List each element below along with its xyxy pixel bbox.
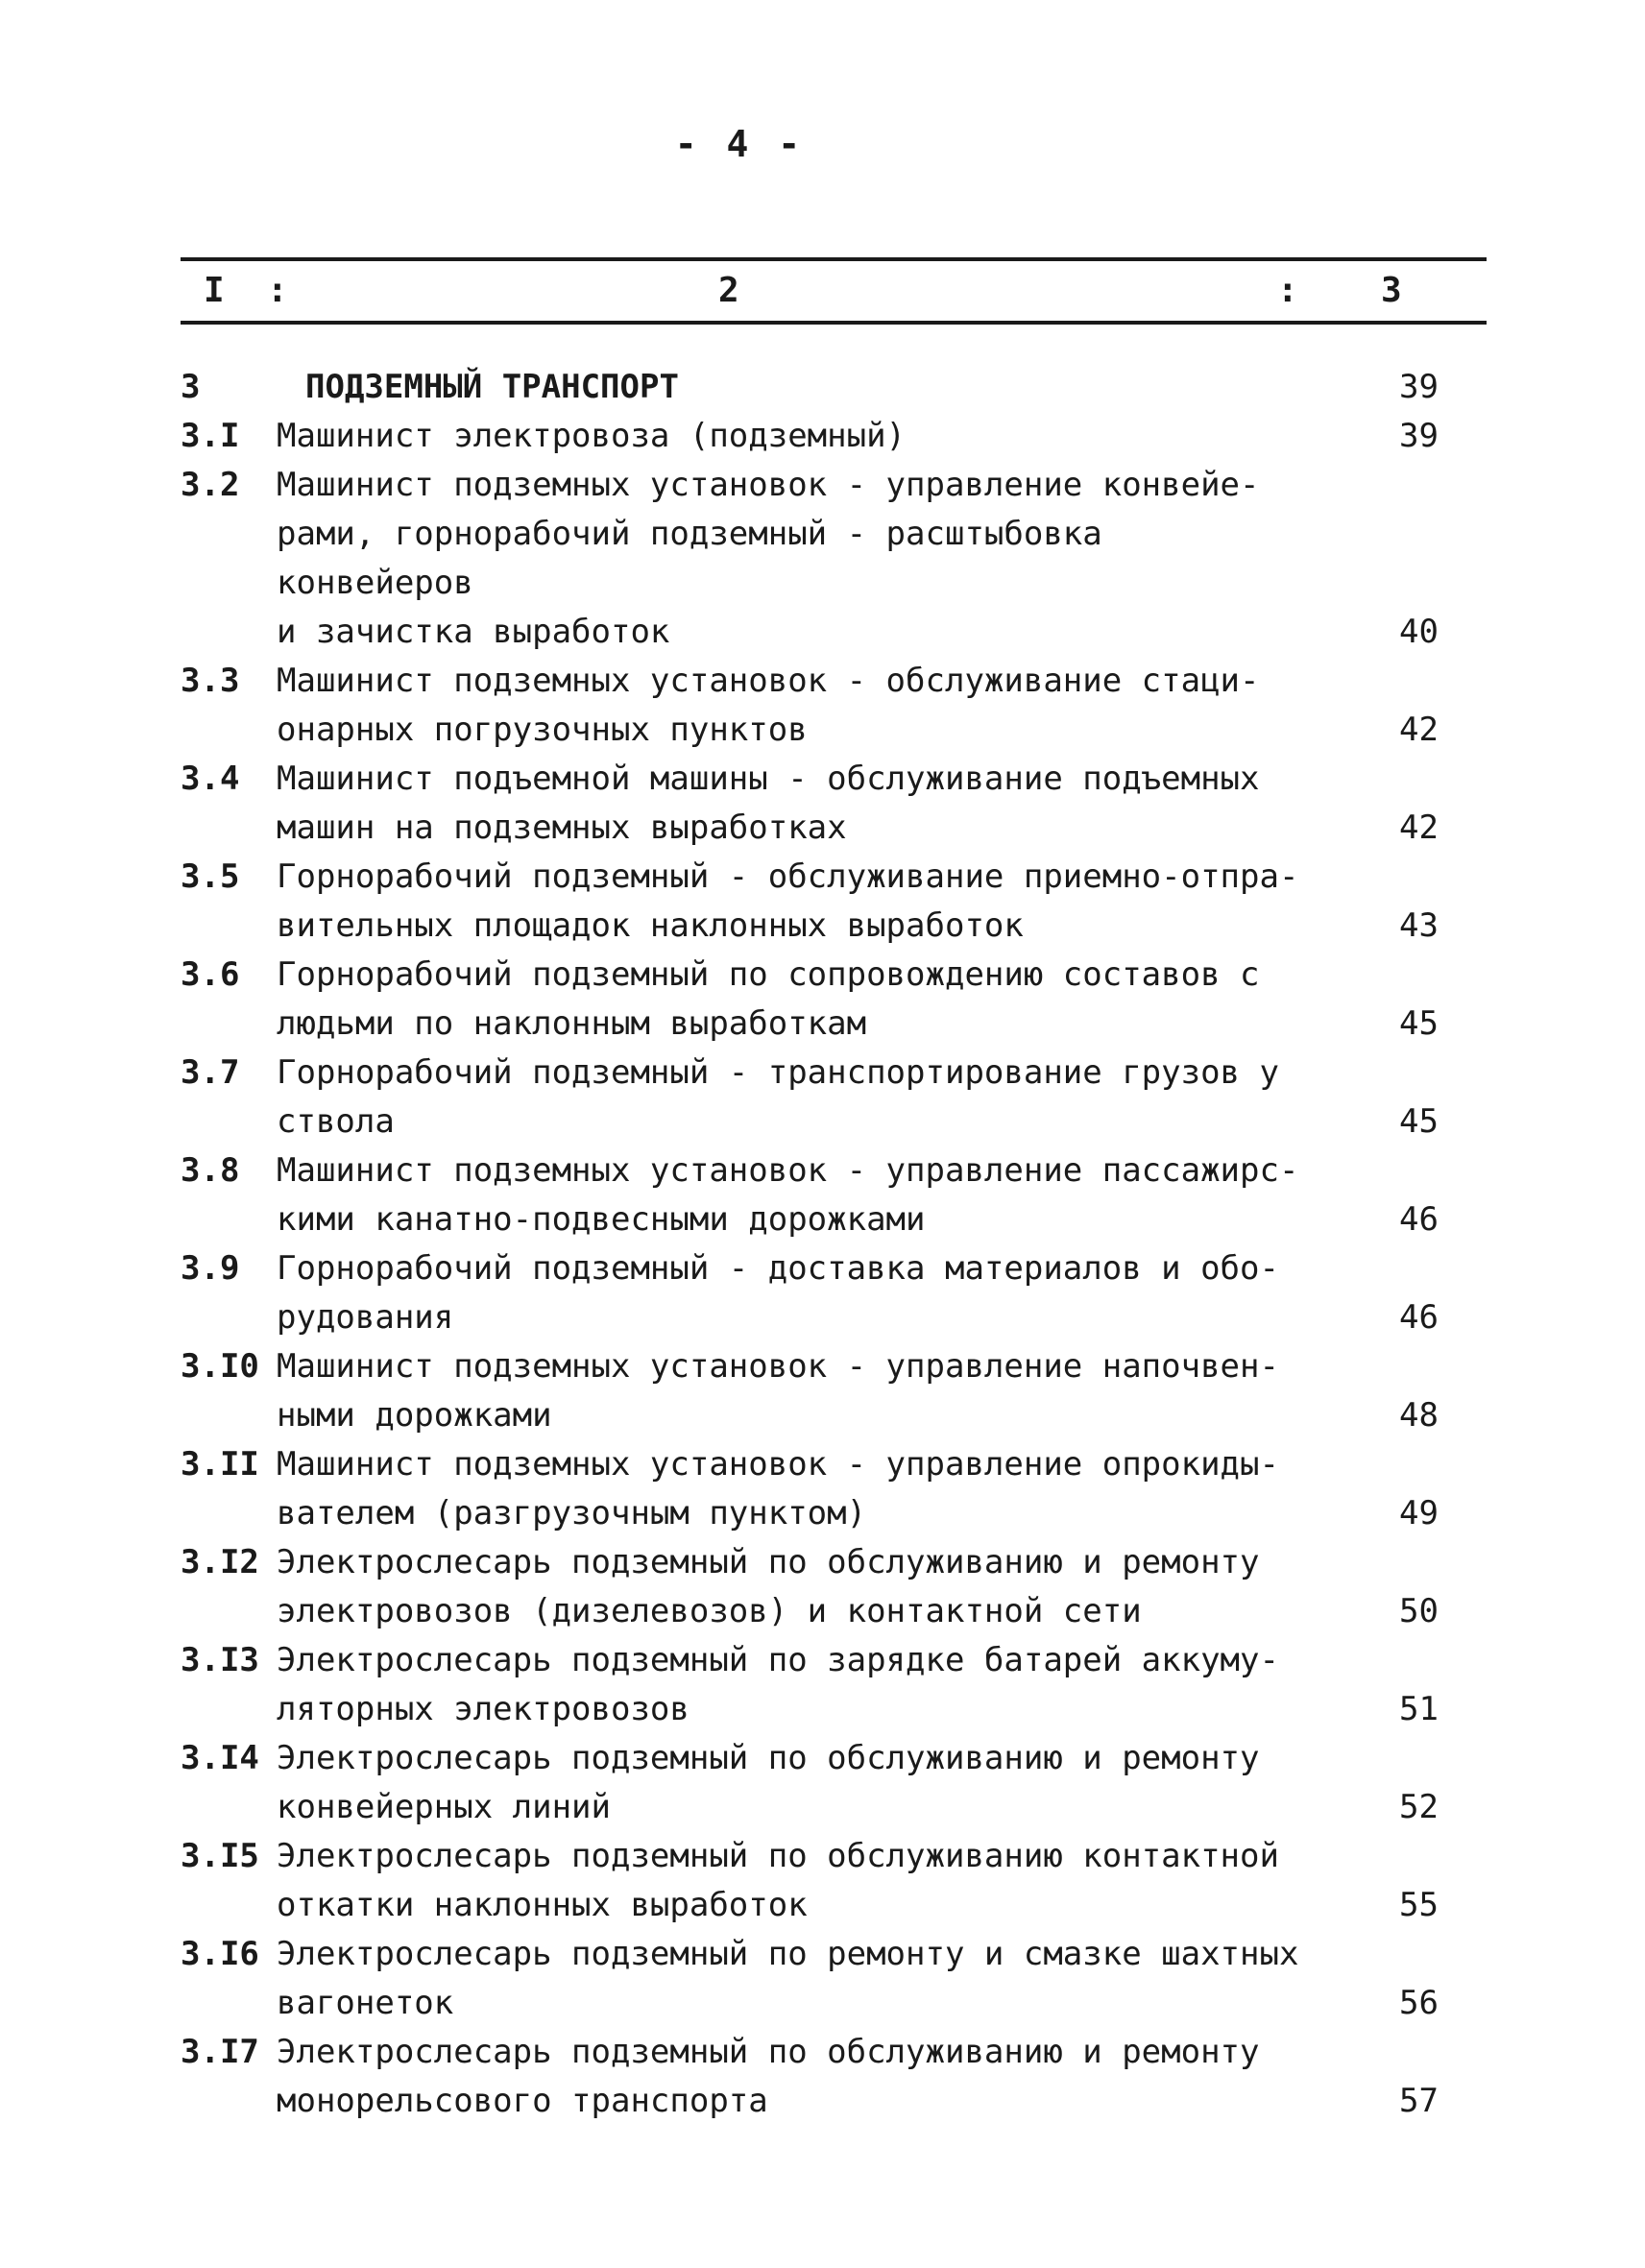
toc-entry	[181, 1930, 1487, 2028]
entry-number: 3.I2	[181, 1543, 259, 1581]
entry-page: 52	[1399, 1788, 1439, 1826]
entry-title: Машинист подземных установок - управление напочвен- ными дорожками	[277, 1347, 1279, 1435]
header-bottom-rule	[181, 321, 1487, 325]
entry-title: Машинист подземных установок - обслуживание стаци- онарных погрузочных пунктов	[277, 662, 1260, 749]
entry-title: Горнорабочий подземный - транспортирование грузов у ствола	[277, 1053, 1279, 1141]
entry-title: Электрослесарь подземный по обслуживанию и ремонту конвейерных линий	[277, 1739, 1260, 1826]
entry-title: Машинист подъемной машины - обслуживание подъемных машин на подземных выработках	[277, 760, 1260, 847]
entry-number: 3.8	[181, 1151, 240, 1190]
toc-entry	[181, 1832, 1487, 1930]
section-title: ПОДЗЕМНЫЙ ТРАНСПОРТ	[305, 368, 679, 406]
section-number: 3	[181, 368, 201, 406]
page-number: - 4 -	[674, 123, 805, 165]
entry-title: Горнорабочий подземный - доставка материалов и обо- рудования	[277, 1249, 1279, 1337]
entry-title: Электрослесарь подземный по обслуживанию и ремонту монорельсового транспорта	[277, 2033, 1260, 2120]
entry-page: 48	[1399, 1396, 1439, 1435]
entry-page: 42	[1399, 711, 1439, 749]
toc-entry	[181, 657, 1487, 755]
toc-entry	[181, 2028, 1487, 2126]
entry-page: 50	[1399, 1592, 1439, 1630]
entry-page: 45	[1399, 1102, 1439, 1141]
toc-entry	[181, 951, 1487, 1049]
header-col-2: 2	[718, 271, 739, 310]
header-separator-2: :	[1277, 271, 1298, 310]
toc-entry	[181, 1049, 1487, 1146]
entry-number: 3.9	[181, 1249, 240, 1288]
entry-title: Электрослесарь подземный по обслуживанию и ремонту электровозов (дизелевозов) и контактной сети	[277, 1543, 1260, 1630]
toc-entry	[181, 461, 1487, 657]
entry-number: 3.3	[181, 662, 240, 700]
entry-page: 49	[1399, 1494, 1439, 1532]
entry-page: 46	[1399, 1298, 1439, 1337]
entry-title: Горнорабочий подземный - обслуживание приемно-отпра- вительных площадок наклонных выработок	[277, 857, 1299, 945]
entry-title: Электрослесарь подземный по ремонту и смазке шахтных вагонеток	[277, 1935, 1299, 2022]
header-separator-1: :	[267, 271, 288, 310]
header-col-3: 3	[1381, 271, 1402, 310]
entry-number: 3.I5	[181, 1837, 259, 1875]
entry-number: 3.I3	[181, 1641, 259, 1679]
entry-number: 3.I6	[181, 1935, 259, 1973]
entry-title: Машинист подземных установок - управление опрокиды- вателем (разгрузочным пунктом)	[277, 1445, 1279, 1532]
entry-number: 3.II	[181, 1445, 259, 1484]
entry-title: Машинист электровоза (подземный)	[277, 417, 907, 455]
entry-page: 46	[1399, 1200, 1439, 1239]
toc-entry	[181, 1538, 1487, 1636]
entry-number: 3.6	[181, 955, 240, 994]
table-of-contents	[181, 363, 1487, 2126]
entry-number: 3.7	[181, 1053, 240, 1092]
toc-entry	[181, 1734, 1487, 1832]
entry-number: 3.4	[181, 760, 240, 798]
section-heading	[181, 363, 1487, 412]
entry-number: 3.I4	[181, 1739, 259, 1777]
entry-page: 43	[1399, 906, 1439, 945]
entry-title: Электрослесарь подземный по зарядке батарей аккуму- ляторных электровозов	[277, 1641, 1279, 1728]
entry-title: Машинист подземных установок - управление конвейе- рами, горнорабочий подземный - расштыбовка конвейеров и зачистка выработок	[277, 466, 1260, 651]
entry-page: 56	[1399, 1984, 1439, 2022]
entry-page: 57	[1399, 2082, 1439, 2120]
entry-number: 3.I0	[181, 1347, 259, 1386]
toc-entry	[181, 1244, 1487, 1342]
entry-title: Горнорабочий подземный по сопровождению составов с людьми по наклонным выработкам	[277, 955, 1260, 1043]
entry-page: 42	[1399, 808, 1439, 847]
toc-entry	[181, 1146, 1487, 1244]
toc-entry	[181, 412, 1487, 461]
entry-number: 3.I	[181, 417, 240, 455]
entry-number: 3.I7	[181, 2033, 259, 2071]
toc-entry	[181, 1636, 1487, 1734]
header-top-rule	[181, 257, 1487, 261]
entry-number: 3.5	[181, 857, 240, 896]
entry-number: 3.2	[181, 466, 240, 504]
entry-page: 51	[1399, 1690, 1439, 1728]
entry-page: 45	[1399, 1004, 1439, 1043]
section-page: 39	[1399, 368, 1439, 406]
toc-entry	[181, 755, 1487, 853]
entry-page: 39	[1399, 417, 1439, 455]
entry-title: Электрослесарь подземный по обслуживанию контактной откатки наклонных выработок	[277, 1837, 1279, 1924]
toc-entry	[181, 1440, 1487, 1538]
entry-page: 40	[1399, 613, 1439, 651]
toc-entry	[181, 1342, 1487, 1440]
toc-entry	[181, 853, 1487, 951]
entry-title: Машинист подземных установок - управление пассажирс- кими канатно-подвесными дорожками	[277, 1151, 1299, 1239]
header-col-1: I	[204, 271, 225, 310]
entry-page: 55	[1399, 1886, 1439, 1924]
